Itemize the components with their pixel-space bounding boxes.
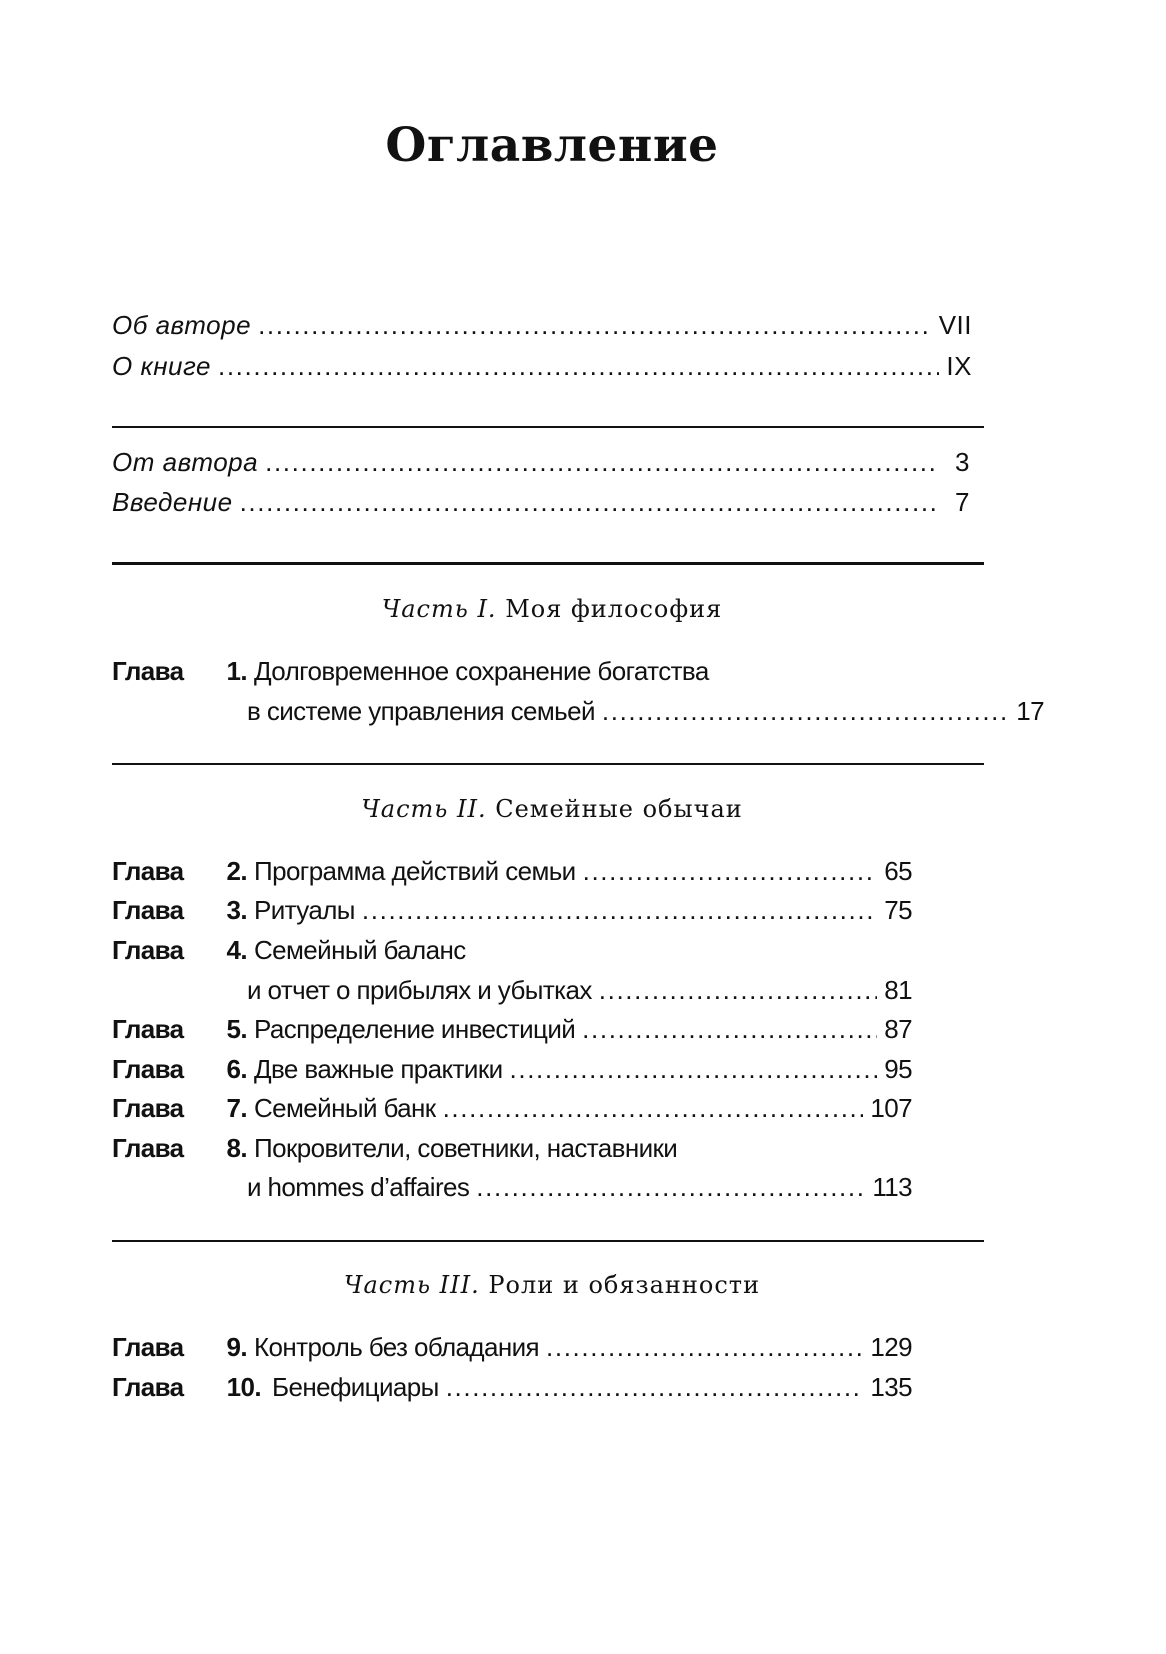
chapter-number: 9.	[226, 1332, 247, 1362]
chapter-title-cont: и hommes d’affaires	[247, 1172, 470, 1202]
chapter-label: Глава	[112, 1014, 184, 1044]
entry-page: 3	[955, 447, 970, 477]
chapter-title: Семейный баланс	[254, 935, 466, 965]
toc-chapter-10[interactable]	[112, 1372, 912, 1406]
chapter-number: 3.	[226, 895, 247, 925]
entry-page: 135	[870, 1372, 912, 1402]
chapter-title: Семейный банк	[254, 1093, 436, 1123]
part-heading	[0, 595, 1104, 623]
entry-page: 7	[955, 487, 970, 517]
dot-leader	[265, 447, 937, 478]
toc-entry-about-author[interactable]	[112, 310, 972, 344]
section-divider	[112, 562, 984, 565]
section-divider	[112, 1240, 984, 1242]
chapter-label: Глава	[112, 1332, 184, 1362]
dot-leader	[258, 310, 932, 341]
toc-chapter-8[interactable]	[112, 1133, 974, 1167]
entry-title: Введение	[112, 487, 233, 517]
chapter-title: Распределение инвестиций	[254, 1014, 576, 1044]
entry-page: 75	[884, 895, 912, 925]
toc-chapter-4[interactable]	[112, 935, 974, 969]
toc-chapter-4-cont[interactable]	[112, 975, 912, 1009]
toc-entry-about-book[interactable]	[112, 351, 972, 385]
entry-title: О книге	[112, 351, 211, 381]
part-label: Часть III.	[343, 1271, 480, 1299]
dot-leader	[362, 895, 877, 926]
toc-chapter-6[interactable]	[112, 1054, 912, 1088]
chapter-title: Покровители, советники, наставники	[254, 1133, 678, 1163]
chapter-title: Бенефициары	[272, 1372, 439, 1402]
toc-chapter-1-cont[interactable]	[112, 696, 1044, 730]
chapter-number: 5.	[226, 1014, 247, 1044]
toc-chapter-3[interactable]	[112, 895, 912, 929]
toc-chapter-1[interactable]	[112, 656, 974, 690]
chapter-number: 6.	[226, 1054, 247, 1084]
entry-title: Об авторе	[112, 310, 252, 340]
chapter-number: 8.	[226, 1133, 247, 1163]
toc-chapter-9[interactable]	[112, 1332, 912, 1366]
page-title: Оглавление	[385, 118, 719, 173]
dot-leader	[443, 1093, 864, 1124]
toc-chapter-5[interactable]	[112, 1014, 912, 1048]
toc-chapter-8-cont[interactable]	[112, 1172, 912, 1206]
part-title: Семейные обычаи	[495, 795, 743, 823]
chapter-label: Глава	[112, 1093, 184, 1123]
dot-leader	[599, 975, 878, 1006]
dot-leader	[218, 351, 939, 382]
entry-page: IX	[946, 351, 972, 381]
chapter-title: Две важные практики	[254, 1054, 503, 1084]
section-divider	[112, 763, 984, 765]
entry-page: 95	[884, 1054, 912, 1084]
entry-page: 65	[884, 856, 912, 886]
part-label: Часть II.	[361, 795, 487, 823]
chapter-title: Контроль без обладания	[254, 1332, 540, 1362]
dot-leader	[240, 487, 937, 518]
dot-leader	[582, 1014, 877, 1045]
part-heading	[0, 795, 1104, 823]
toc-chapter-7[interactable]	[112, 1093, 912, 1127]
entry-page: VII	[938, 310, 972, 340]
chapter-label: Глава	[112, 935, 184, 965]
chapter-title: Ритуалы	[254, 895, 355, 925]
entry-page: 129	[870, 1332, 912, 1362]
chapter-number: 10.	[226, 1372, 261, 1402]
part-title: Роли и обязанности	[488, 1271, 761, 1299]
entry-page: 113	[872, 1172, 912, 1202]
chapter-number: 4.	[226, 935, 247, 965]
chapter-label: Глава	[112, 856, 184, 886]
dot-leader	[602, 696, 1009, 727]
chapter-label: Глава	[112, 1372, 184, 1402]
dot-leader	[446, 1372, 864, 1403]
chapter-number: 1.	[226, 656, 247, 686]
part-label: Часть I.	[381, 595, 497, 623]
toc-entry-introduction[interactable]	[112, 487, 970, 521]
part-heading	[0, 1271, 1104, 1299]
dot-leader	[583, 856, 878, 887]
entry-page: 17	[1016, 696, 1044, 726]
entry-title: От автора	[112, 447, 259, 477]
chapter-title: Программа действий семьи	[254, 856, 576, 886]
chapter-title-cont: и отчет о прибылях и убытках	[247, 975, 592, 1005]
part-title: Моя философия	[505, 595, 723, 623]
dot-leader	[546, 1332, 863, 1363]
dot-leader	[476, 1172, 865, 1203]
entry-page: 87	[884, 1014, 912, 1044]
chapter-label: Глава	[112, 1133, 184, 1163]
chapter-title: Долговременное сохранение богатства	[254, 656, 709, 686]
entry-page: 107	[870, 1093, 912, 1123]
dot-leader	[510, 1054, 878, 1085]
entry-page: 81	[884, 975, 912, 1005]
chapter-number: 7.	[226, 1093, 247, 1123]
chapter-number: 2.	[226, 856, 247, 886]
chapter-title-cont: в системе управления семьей	[247, 696, 595, 726]
section-divider	[112, 426, 984, 428]
chapter-label: Глава	[112, 656, 184, 686]
toc-entry-from-author[interactable]	[112, 447, 970, 481]
toc-chapter-2[interactable]	[112, 856, 912, 890]
chapter-label: Глава	[112, 1054, 184, 1084]
chapter-label: Глава	[112, 895, 184, 925]
